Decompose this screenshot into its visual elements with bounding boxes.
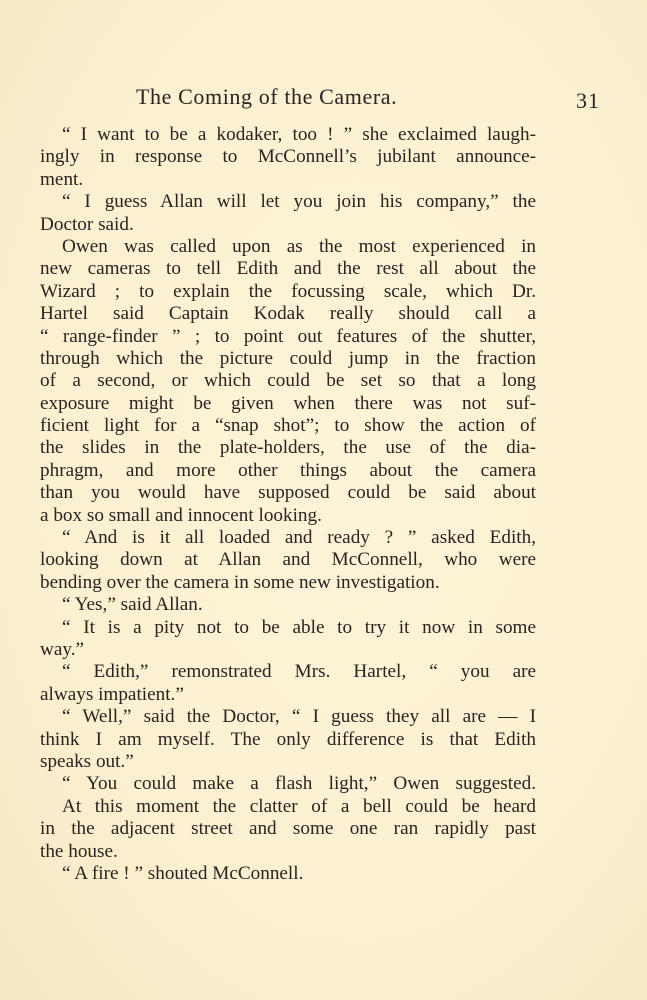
- text-line: in the adjacent street and some one ran rapidly past: [40, 818, 536, 840]
- text-line: speaks out.”: [40, 750, 134, 772]
- text-line: bending over the camera in some new investigation.: [40, 571, 440, 593]
- text-line: “ Edith,” remonstrated Mrs. Hartel, “ you are: [62, 661, 536, 683]
- text-line: the slides in the plate-holders, the use of the dia-: [40, 437, 536, 459]
- text-line: Wizard ; to explain the focussing scale, which Dr.: [40, 280, 536, 302]
- text-line: new cameras to tell Edith and the rest all about the: [40, 258, 536, 280]
- page-header: [40, 84, 600, 114]
- text-line: always impatient.”: [40, 683, 184, 705]
- text-line: Hartel said Captain Kodak really should call a: [40, 303, 536, 325]
- text-line: “ I guess Allan will let you join his company,” the: [62, 191, 536, 213]
- text-line: phragm, and more other things about the camera: [40, 459, 536, 481]
- text-line: “ It is a pity not to be able to try it now in some: [62, 616, 536, 638]
- text-line: Doctor said.: [40, 213, 134, 235]
- page-number: 31: [576, 88, 600, 113]
- text-line: ment.: [40, 168, 84, 190]
- text-line: “ You could make a flash light,” Owen suggested.: [62, 773, 536, 795]
- text-line: “ A fire ! ” shouted McConnell.: [62, 862, 304, 884]
- text-line: At this moment the clatter of a bell could be heard: [62, 795, 536, 817]
- text-line: looking down at Allan and McConnell, who were: [40, 549, 536, 571]
- text-line: the house.: [40, 840, 118, 862]
- text-line: through which the picture could jump in the fraction: [40, 347, 536, 369]
- running-title: The Coming of the Camera.: [136, 84, 398, 109]
- text-line: exposure might be given when there was not suf-: [40, 392, 536, 414]
- text-line: way.”: [40, 638, 85, 660]
- text-line: “ I want to be a kodaker, too ! ” she exclaimed laugh-: [62, 124, 536, 145]
- text-line: Owen was called upon as the most experienced in: [62, 235, 536, 257]
- text-line: think I am myself. The only difference is that Edith: [40, 728, 536, 750]
- text-line: a box so small and innocent looking.: [40, 504, 322, 526]
- text-line: “ Well,” said the Doctor, “ I guess they all are — I: [62, 706, 536, 728]
- text-line: than you would have supposed could be said about: [40, 482, 536, 504]
- text-line: ficient light for a “snap shot”; to show the action of: [40, 415, 536, 437]
- body-text: [40, 124, 536, 885]
- text-line: ingly in response to McConnell’s jubilant announce-: [40, 146, 536, 168]
- text-line: “ And is it all loaded and ready ? ” asked Edith,: [62, 527, 536, 549]
- text-line: “ range-finder ” ; to point out features of the shutter,: [40, 325, 536, 347]
- text-line: “ Yes,” said Allan.: [62, 594, 203, 616]
- text-line: of a second, or which could be set so that a long: [40, 370, 536, 392]
